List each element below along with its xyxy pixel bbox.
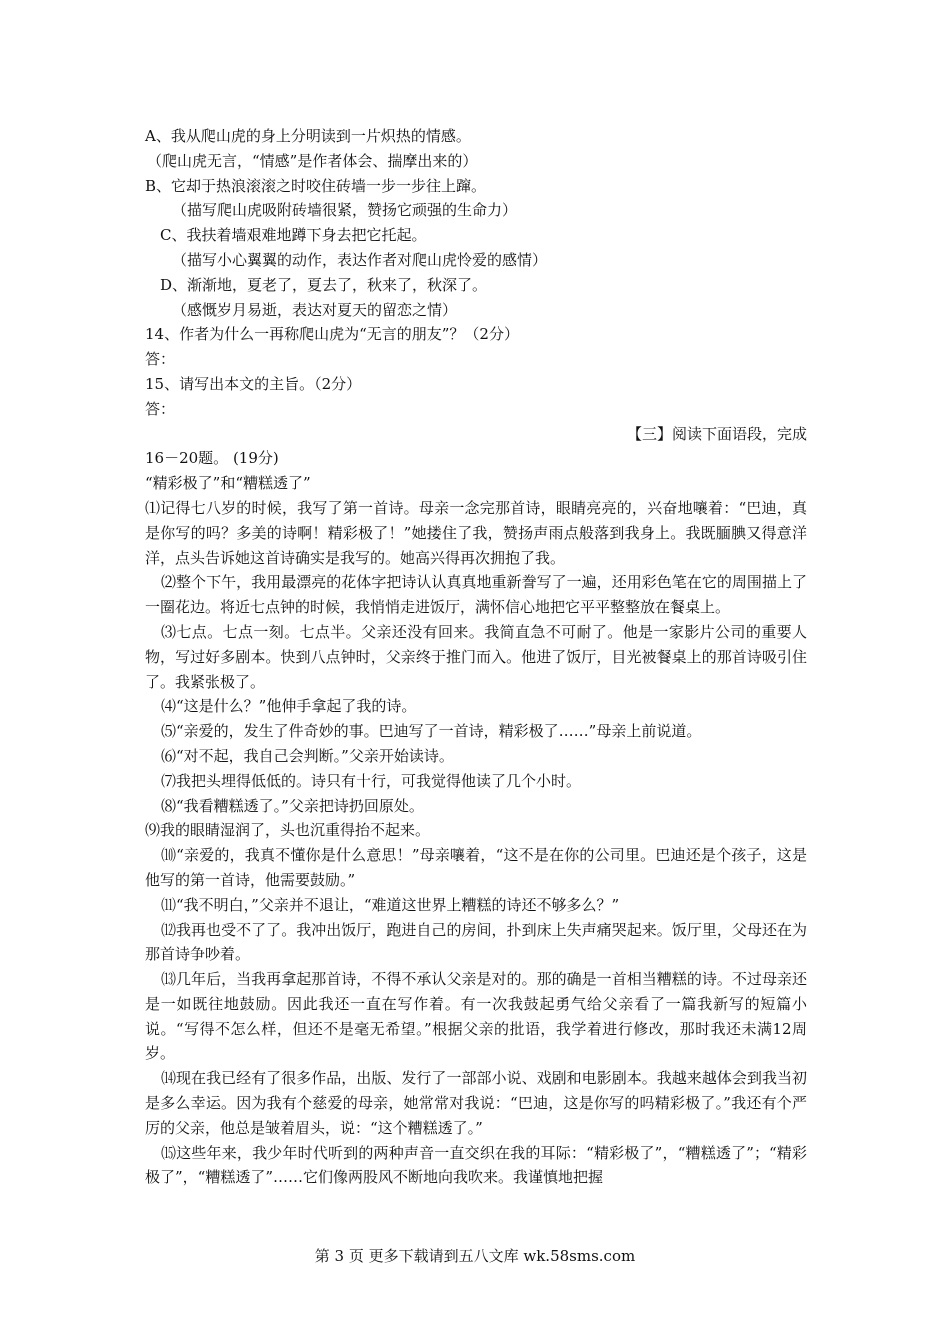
paragraph-13: ⒀几年后，当我再拿起那首诗，不得不承认父亲是对的。那的确是一首相当糟糕的诗。不过母亲还是一如既往地鼓励。因此我还一直在写作着。有一次我鼓起勇气给父亲看了一篇我新写的短篇小说。“写得不怎么样，但还不是毫无希望。”根据父亲的批语，我学着进行修改，那时我还未满12周岁。	[145, 970, 807, 1063]
paragraph-6: ⑹“对不起，我自己会判断。”父亲开始读诗。	[161, 746, 454, 765]
option-c-text: C、我扶着墙艰难地蹲下身去把它托起。	[160, 226, 427, 245]
paragraph-7: ⑺我把头埋得低低的。诗只有十行，可我觉得他读了几个小时。	[161, 771, 582, 790]
paragraph-9: ⑼我的眼睛湿润了，头也沉重得抬不起来。	[145, 821, 431, 840]
option-b-note: （描写爬山虎吸附砖墙很紧，赞扬它顽强的生命力）	[172, 201, 518, 220]
option-a-note: （爬山虎无言，“情感”是作者体会、揣摩出来的）	[147, 151, 478, 170]
passage-title: “精彩极了”和“糟糕透了”	[145, 474, 311, 493]
paragraph-11: ⑾“我不明白，”父亲并不退让，“难道这世界上糟糕的诗还不够多么？”	[161, 895, 620, 914]
paragraph-14: ⒁现在我已经有了很多作品，出版、发行了一部部小说、戏剧和电影剧本。我越来越体会到我当初是多么幸运。因为我有个慈爱的母亲，她常常对我说：“巴迪，这是你写的吗精彩极了。”我还有个严厉的父亲，他总是皱着眉头，说：“这个糟糕透了。”	[145, 1069, 807, 1137]
paragraph-12: ⑿我再也受不了了。我冲出饭厅，跑进自己的房间，扑到床上失声痛哭起来。饭厅里，父母还在为那首诗争吵着。	[145, 920, 807, 964]
option-a-text: A、我从爬山虎的身上分明读到一片炽热的情感。	[145, 127, 471, 145]
option-d-note: （感慨岁月易逝，表达对夏天的留恋之情）	[172, 300, 458, 319]
answer-15: 答：	[145, 399, 176, 418]
paragraph-15: ⒂这些年来，我少年时代听到的两种声音一直交织在我的耳际：“精彩极了”，“糟糕透了”；“精彩极了”，“糟糕透了”……它们像两股风不断地向我吹来。我谨慎地把握	[145, 1143, 807, 1187]
option-d-text: D、渐渐地，夏老了，夏去了，秋来了，秋深了。	[160, 275, 488, 294]
question-14: 14、作者为什么一再称爬山虎为“无言的朋友”？（2分）	[145, 325, 519, 344]
paragraph-10: ⑽“亲爱的，我真不懂你是什么意思！”母亲嚷着，“这不是在你的公司里。巴迪还是个孩子，这是他写的第一首诗，他需要鼓励。”	[145, 846, 807, 889]
paragraph-2: ⑵整个下午，我用最漂亮的花体字把诗认认真真地重新誊写了一遍，还用彩色笔在它的周围描上了一圈花边。将近七点钟的时候，我悄悄走进饭厅，满怀信心地把它平平整整放在餐桌上。	[145, 573, 807, 617]
paragraph-8: ⑻“我看糟糕透了。”父亲把诗扔回原处。	[161, 796, 424, 815]
document-page	[145, 124, 807, 1190]
paragraph-5: ⑸“亲爱的，发生了件奇妙的事。巴迪写了一首诗，精彩极了……”母亲上前说道。	[161, 722, 702, 741]
section-header: 【三】阅读下面语段，完成	[626, 424, 807, 443]
option-b-text: B、它却于热浪滚滚之时咬住砖墙一步一步往上蹿。	[145, 176, 487, 195]
page-footer: 第 3 页 更多下载请到五八文库 wk.58sms.com	[314, 1247, 636, 1265]
paragraph-4: ⑷“这是什么？”他伸手拿起了我的诗。	[161, 697, 417, 716]
paragraph-3: ⑶七点。七点一刻。七点半。父亲还没有回来。我简直急不可耐了。他是一家影片公司的重要人物，写过好多剧本。快到八点钟时，父亲终于推门而入。他进了饭厅，目光被餐桌上的那首诗吸引住了。我紧张极了。	[145, 622, 807, 691]
paragraph-1: ⑴记得七八岁的时候，我写了第一首诗。母亲一念完那首诗，眼睛亮亮的，兴奋地嚷着：“巴迪，真是你写的吗？多美的诗啊！精彩极了！”她搂住了我，赞扬声雨点般落到我身上。我既腼腆又得意洋洋，点头告诉她这首诗确实是我写的。她高兴得再次拥抱了我。	[145, 498, 807, 567]
answer-14: 答：	[145, 350, 176, 369]
option-c-note: （描写小心翼翼的动作，表达作者对爬山虎怜爱的感情）	[172, 250, 548, 269]
question-15: 15、请写出本文的主旨。（2分）	[145, 374, 362, 393]
section-header-cont: 16－20题。 (19分)	[145, 449, 279, 468]
